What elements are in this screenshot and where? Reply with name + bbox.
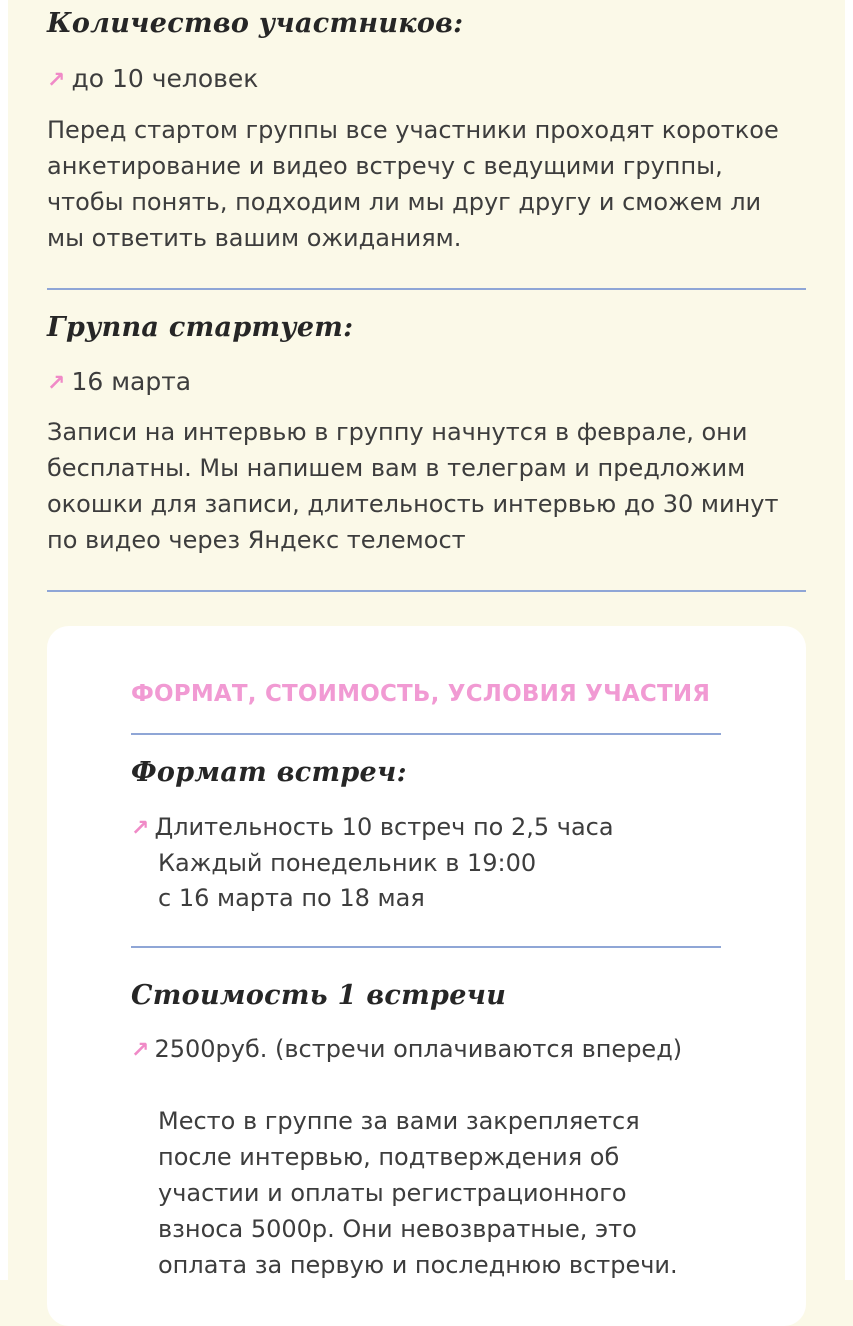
- format-line-text: Длительность 10 встреч по 2,5 часа: [154, 813, 614, 841]
- arrow-up-right-icon: ↗: [131, 1038, 150, 1063]
- participants-bullet: [47, 61, 258, 98]
- format-list: [131, 810, 614, 916]
- start-line: Записи на интервью в группу начнутся в феврале, они: [47, 418, 748, 446]
- start-bullet: [47, 364, 191, 401]
- participants-value: до 10 человек: [71, 64, 259, 93]
- price-line: оплата за первую и последнюю встречи.: [158, 1251, 678, 1279]
- section-divider: [47, 590, 806, 592]
- card-title: ФОРМАТ, СТОИМОСТЬ, УСЛОВИЯ УЧАСТИЯ: [131, 681, 711, 707]
- arrow-up-right-icon: ↗: [47, 371, 66, 396]
- participants-line: Перед стартом группы все участники проходят короткое: [47, 116, 779, 144]
- start-line: по видео через Яндекс телемост: [47, 526, 466, 554]
- price-heading: Стоимость 1 встречи: [131, 980, 507, 1011]
- price-value: 2500руб. (встречи оплачиваются вперед): [154, 1035, 683, 1063]
- price-line: Место в группе за вами закрепляется: [158, 1107, 640, 1135]
- price-line: взноса 5000р. Они невозвратные, это: [158, 1215, 637, 1243]
- format-line: [131, 810, 614, 846]
- price-line: участии и оплаты регистрационного: [158, 1179, 627, 1207]
- price-line: после интервью, подтверждения об: [158, 1143, 620, 1171]
- participants-heading: Количество участников:: [47, 8, 464, 39]
- left-edge: [0, 0, 8, 1280]
- start-line: бесплатны. Мы напишем вам в телеграм и предложим: [47, 454, 746, 482]
- format-heading: Формат встреч:: [131, 757, 407, 788]
- start-heading: Группа стартует:: [47, 312, 354, 343]
- participants-description: [47, 112, 779, 256]
- right-edge: [845, 0, 853, 1280]
- card-divider: [131, 946, 721, 948]
- format-line: Каждый понедельник в 19:00: [158, 849, 537, 877]
- price-bullet: [131, 1032, 682, 1068]
- start-description: [47, 414, 778, 558]
- arrow-up-right-icon: ↗: [47, 68, 66, 93]
- price-description: [158, 1103, 678, 1283]
- participants-line: мы ответить вашим ожиданиям.: [47, 224, 462, 252]
- participants-line: чтобы понять, подходим ли мы друг другу и сможем ли: [47, 188, 762, 216]
- card-divider: [131, 733, 721, 735]
- format-line: с 16 марта по 18 мая: [158, 884, 425, 912]
- start-line: окошки для записи, длительность интервью до 30 минут: [47, 490, 779, 518]
- start-value: 16 марта: [71, 367, 192, 396]
- participants-line: анкетирование и видео встречу с ведущими группы,: [47, 152, 723, 180]
- arrow-up-right-icon: ↗: [131, 816, 150, 841]
- section-divider: [47, 288, 806, 290]
